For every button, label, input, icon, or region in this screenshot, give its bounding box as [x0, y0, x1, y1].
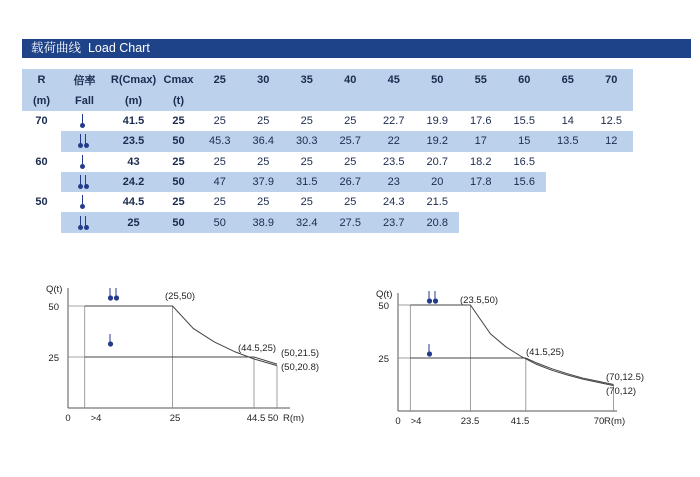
table-header-cell: 50: [416, 69, 460, 90]
table-row: [22, 172, 633, 192]
load-value-cell: 15: [503, 131, 547, 151]
load-value-cell: 16.5: [513, 155, 535, 168]
page-title: [22, 39, 691, 58]
table-row: [22, 131, 633, 151]
double-hook-icon: [78, 134, 91, 148]
load-chart-table: [22, 69, 633, 233]
cmax-cell: 50: [159, 172, 198, 192]
load-value-cell: 25: [257, 155, 270, 168]
double-hook-icon: [78, 175, 91, 189]
rcmax-cell: 24.2: [108, 172, 159, 192]
rcmax-cell: 43: [127, 155, 140, 168]
load-value-cell: 22: [372, 131, 416, 151]
load-value-cell: [546, 172, 590, 192]
load-value-cell: 27.5: [329, 212, 373, 232]
table-header-cell: Cmax: [159, 69, 198, 90]
load-value-cell: 25.7: [329, 131, 373, 151]
cmax-cell: 25: [172, 196, 185, 209]
fall-cell: [61, 152, 108, 172]
load-value-cell: 31.5: [285, 172, 329, 192]
load-value-cell: 25: [344, 196, 357, 209]
table-row: [22, 212, 633, 232]
load-value-cell: 26.7: [329, 172, 373, 192]
table-header-cell: 30: [242, 69, 286, 90]
radius-cell: [22, 172, 61, 192]
load-value-cell: [503, 212, 547, 232]
table-header-cell: [329, 90, 373, 111]
load-value-cell: 47: [198, 172, 242, 192]
load-value-cell: [459, 212, 503, 232]
load-curve-chart-50m: [40, 280, 320, 430]
single-hook-icon: [80, 155, 90, 169]
load-value-cell: 23.7: [372, 212, 416, 232]
fall-cell: [61, 172, 108, 192]
x-tick-label: 41.5: [510, 416, 530, 427]
load-value-cell: [546, 192, 590, 212]
table-header-cell: (m): [108, 90, 159, 111]
y-tick-label: 50: [48, 302, 59, 313]
point-annotation: (70,12): [606, 386, 637, 397]
table-header-cell: [198, 90, 242, 111]
load-value-cell: 25: [213, 155, 226, 168]
load-value-cell: 25: [300, 115, 313, 128]
fall-cell: [61, 192, 108, 212]
load-value-cell: 12.5: [600, 115, 622, 128]
point-annotation: (50,20.8): [281, 362, 320, 373]
table-header-cell: 70: [590, 69, 634, 90]
table-header-cell: [242, 90, 286, 111]
radius-cell: 60: [22, 152, 61, 172]
table-header-cell: Fall: [61, 90, 108, 111]
table-header-cell: 倍率: [61, 69, 108, 90]
table-header-cell: 25: [198, 69, 242, 90]
load-value-cell: [546, 212, 590, 232]
point-annotation: (50,21.5): [281, 348, 320, 359]
load-value-cell: 17.6: [470, 115, 492, 128]
table-header-cell: [590, 90, 634, 111]
table-header-cell: 60: [503, 69, 547, 90]
load-value-cell: 20.8: [416, 212, 460, 232]
load-value-cell: [590, 212, 634, 232]
y-tick-label: 50: [378, 301, 389, 312]
y-tick-label: 25: [48, 353, 59, 364]
radius-cell: [22, 131, 61, 151]
load-value-cell: 30.3: [285, 131, 329, 151]
point-annotation: (23.5,50): [460, 295, 499, 306]
load-curve-series-2: [85, 357, 277, 364]
radius-cell: 50: [22, 192, 61, 212]
cmax-cell: 25: [172, 115, 185, 128]
load-value-cell: 50: [198, 212, 242, 232]
x-tick-label: >4: [410, 416, 422, 427]
point-annotation: (70,12.5): [606, 372, 645, 383]
rcmax-cell: 41.5: [122, 115, 145, 128]
table-header-cell: (t): [159, 90, 198, 111]
load-value-cell: 36.4: [242, 131, 286, 151]
load-value-cell: 25: [344, 155, 357, 168]
y-axis-label: Q(t): [46, 284, 63, 295]
double-hook-icon: [427, 291, 438, 304]
table-header-cell: 55: [459, 69, 503, 90]
x-tick-label: >4: [90, 413, 102, 424]
load-value-cell: 13.5: [546, 131, 590, 151]
load-value-cell: [590, 192, 634, 212]
x-tick-label: 0: [65, 413, 71, 424]
fall-cell: [61, 212, 108, 232]
load-value-cell: 20.7: [426, 155, 448, 168]
load-value-cell: 38.9: [242, 212, 286, 232]
load-value-cell: 24.3: [383, 196, 405, 209]
point-annotation: (44.5,25): [238, 343, 277, 354]
table-header-cell: 45: [372, 69, 416, 90]
load-value-cell: [503, 192, 547, 212]
load-value-cell: 15.6: [503, 172, 547, 192]
load-value-cell: 25: [300, 196, 313, 209]
load-value-cell: 32.4: [285, 212, 329, 232]
load-value-cell: 25: [257, 115, 270, 128]
load-value-cell: 15.5: [513, 115, 535, 128]
cmax-cell: 25: [172, 155, 185, 168]
rcmax-cell: 44.5: [122, 196, 145, 209]
rcmax-cell: 25: [108, 212, 159, 232]
table-header-cell: 40: [329, 69, 373, 90]
table-header-row: [22, 90, 633, 111]
x-tick-label: 50: [267, 413, 279, 424]
single-hook-icon: [80, 195, 90, 209]
single-hook-icon: [427, 344, 432, 357]
x-tick-label: 25: [169, 413, 181, 424]
load-value-cell: [590, 172, 634, 192]
title-en: Load Chart: [87, 41, 150, 55]
load-curve-series-1: [410, 305, 613, 386]
fall-cell: [61, 131, 108, 151]
single-hook-icon: [80, 114, 90, 128]
x-tick-label: 0: [395, 416, 401, 427]
cmax-cell: 50: [159, 212, 198, 232]
rcmax-cell: 23.5: [108, 131, 159, 151]
load-value-cell: 17.8: [459, 172, 503, 192]
table-header-cell: R(Cmax): [108, 69, 159, 90]
table-header-cell: 35: [285, 69, 329, 90]
load-value-cell: 25: [257, 196, 270, 209]
x-axis-label: R(m): [283, 413, 305, 424]
point-annotation: (25,50): [165, 291, 196, 302]
load-value-cell: 37.9: [242, 172, 286, 192]
load-value-cell: 14: [561, 115, 574, 128]
x-tick-label: 70: [593, 416, 605, 427]
title-cn: 载荷曲线: [31, 41, 82, 55]
table-header-cell: [503, 90, 547, 111]
table-row: [22, 192, 633, 212]
load-curve-series-2: [410, 358, 613, 385]
load-value-cell: 23.5: [383, 155, 405, 168]
table-header-cell: [416, 90, 460, 111]
y-axis-label: Q(t): [376, 289, 393, 300]
table-row: [22, 111, 633, 131]
table-header-cell: (m): [22, 90, 61, 111]
load-value-cell: 20: [416, 172, 460, 192]
fall-cell: [61, 111, 108, 131]
load-value-cell: 45.3: [198, 131, 242, 151]
table-header-cell: [372, 90, 416, 111]
load-value-cell: 25: [300, 155, 313, 168]
table-header-cell: [546, 90, 590, 111]
x-axis-label: R(m): [604, 416, 626, 427]
load-curve-chart-70m: [372, 285, 652, 435]
cmax-cell: 50: [159, 131, 198, 151]
double-hook-icon: [78, 216, 91, 230]
table-row: [22, 152, 633, 172]
radius-cell: [22, 212, 61, 232]
table-header-cell: R: [22, 69, 61, 90]
load-value-cell: 25: [213, 196, 226, 209]
table-header-cell: [285, 90, 329, 111]
load-value-cell: 25: [213, 115, 226, 128]
load-value-cell: 25: [344, 115, 357, 128]
x-tick-label: 44.5: [246, 413, 266, 424]
table-header-cell: [459, 90, 503, 111]
double-hook-icon: [108, 288, 119, 301]
load-value-cell: 18.2: [470, 155, 492, 168]
point-annotation: (41.5,25): [526, 347, 565, 358]
table-header-row: [22, 69, 633, 90]
load-value-cell: 23: [372, 172, 416, 192]
load-value-cell: 12: [590, 131, 634, 151]
load-value-cell: 19.9: [426, 115, 448, 128]
radius-cell: 70: [22, 111, 61, 131]
load-value-cell: [590, 152, 634, 172]
load-value-cell: [546, 152, 590, 172]
load-value-cell: [459, 192, 503, 212]
load-value-cell: 19.2: [416, 131, 460, 151]
load-value-cell: 22.7: [383, 115, 405, 128]
load-value-cell: 17: [459, 131, 503, 151]
table-header-cell: 65: [546, 69, 590, 90]
load-value-cell: 21.5: [426, 196, 448, 209]
y-tick-label: 25: [378, 354, 389, 365]
single-hook-icon: [108, 334, 113, 347]
x-tick-label: 23.5: [460, 416, 480, 427]
